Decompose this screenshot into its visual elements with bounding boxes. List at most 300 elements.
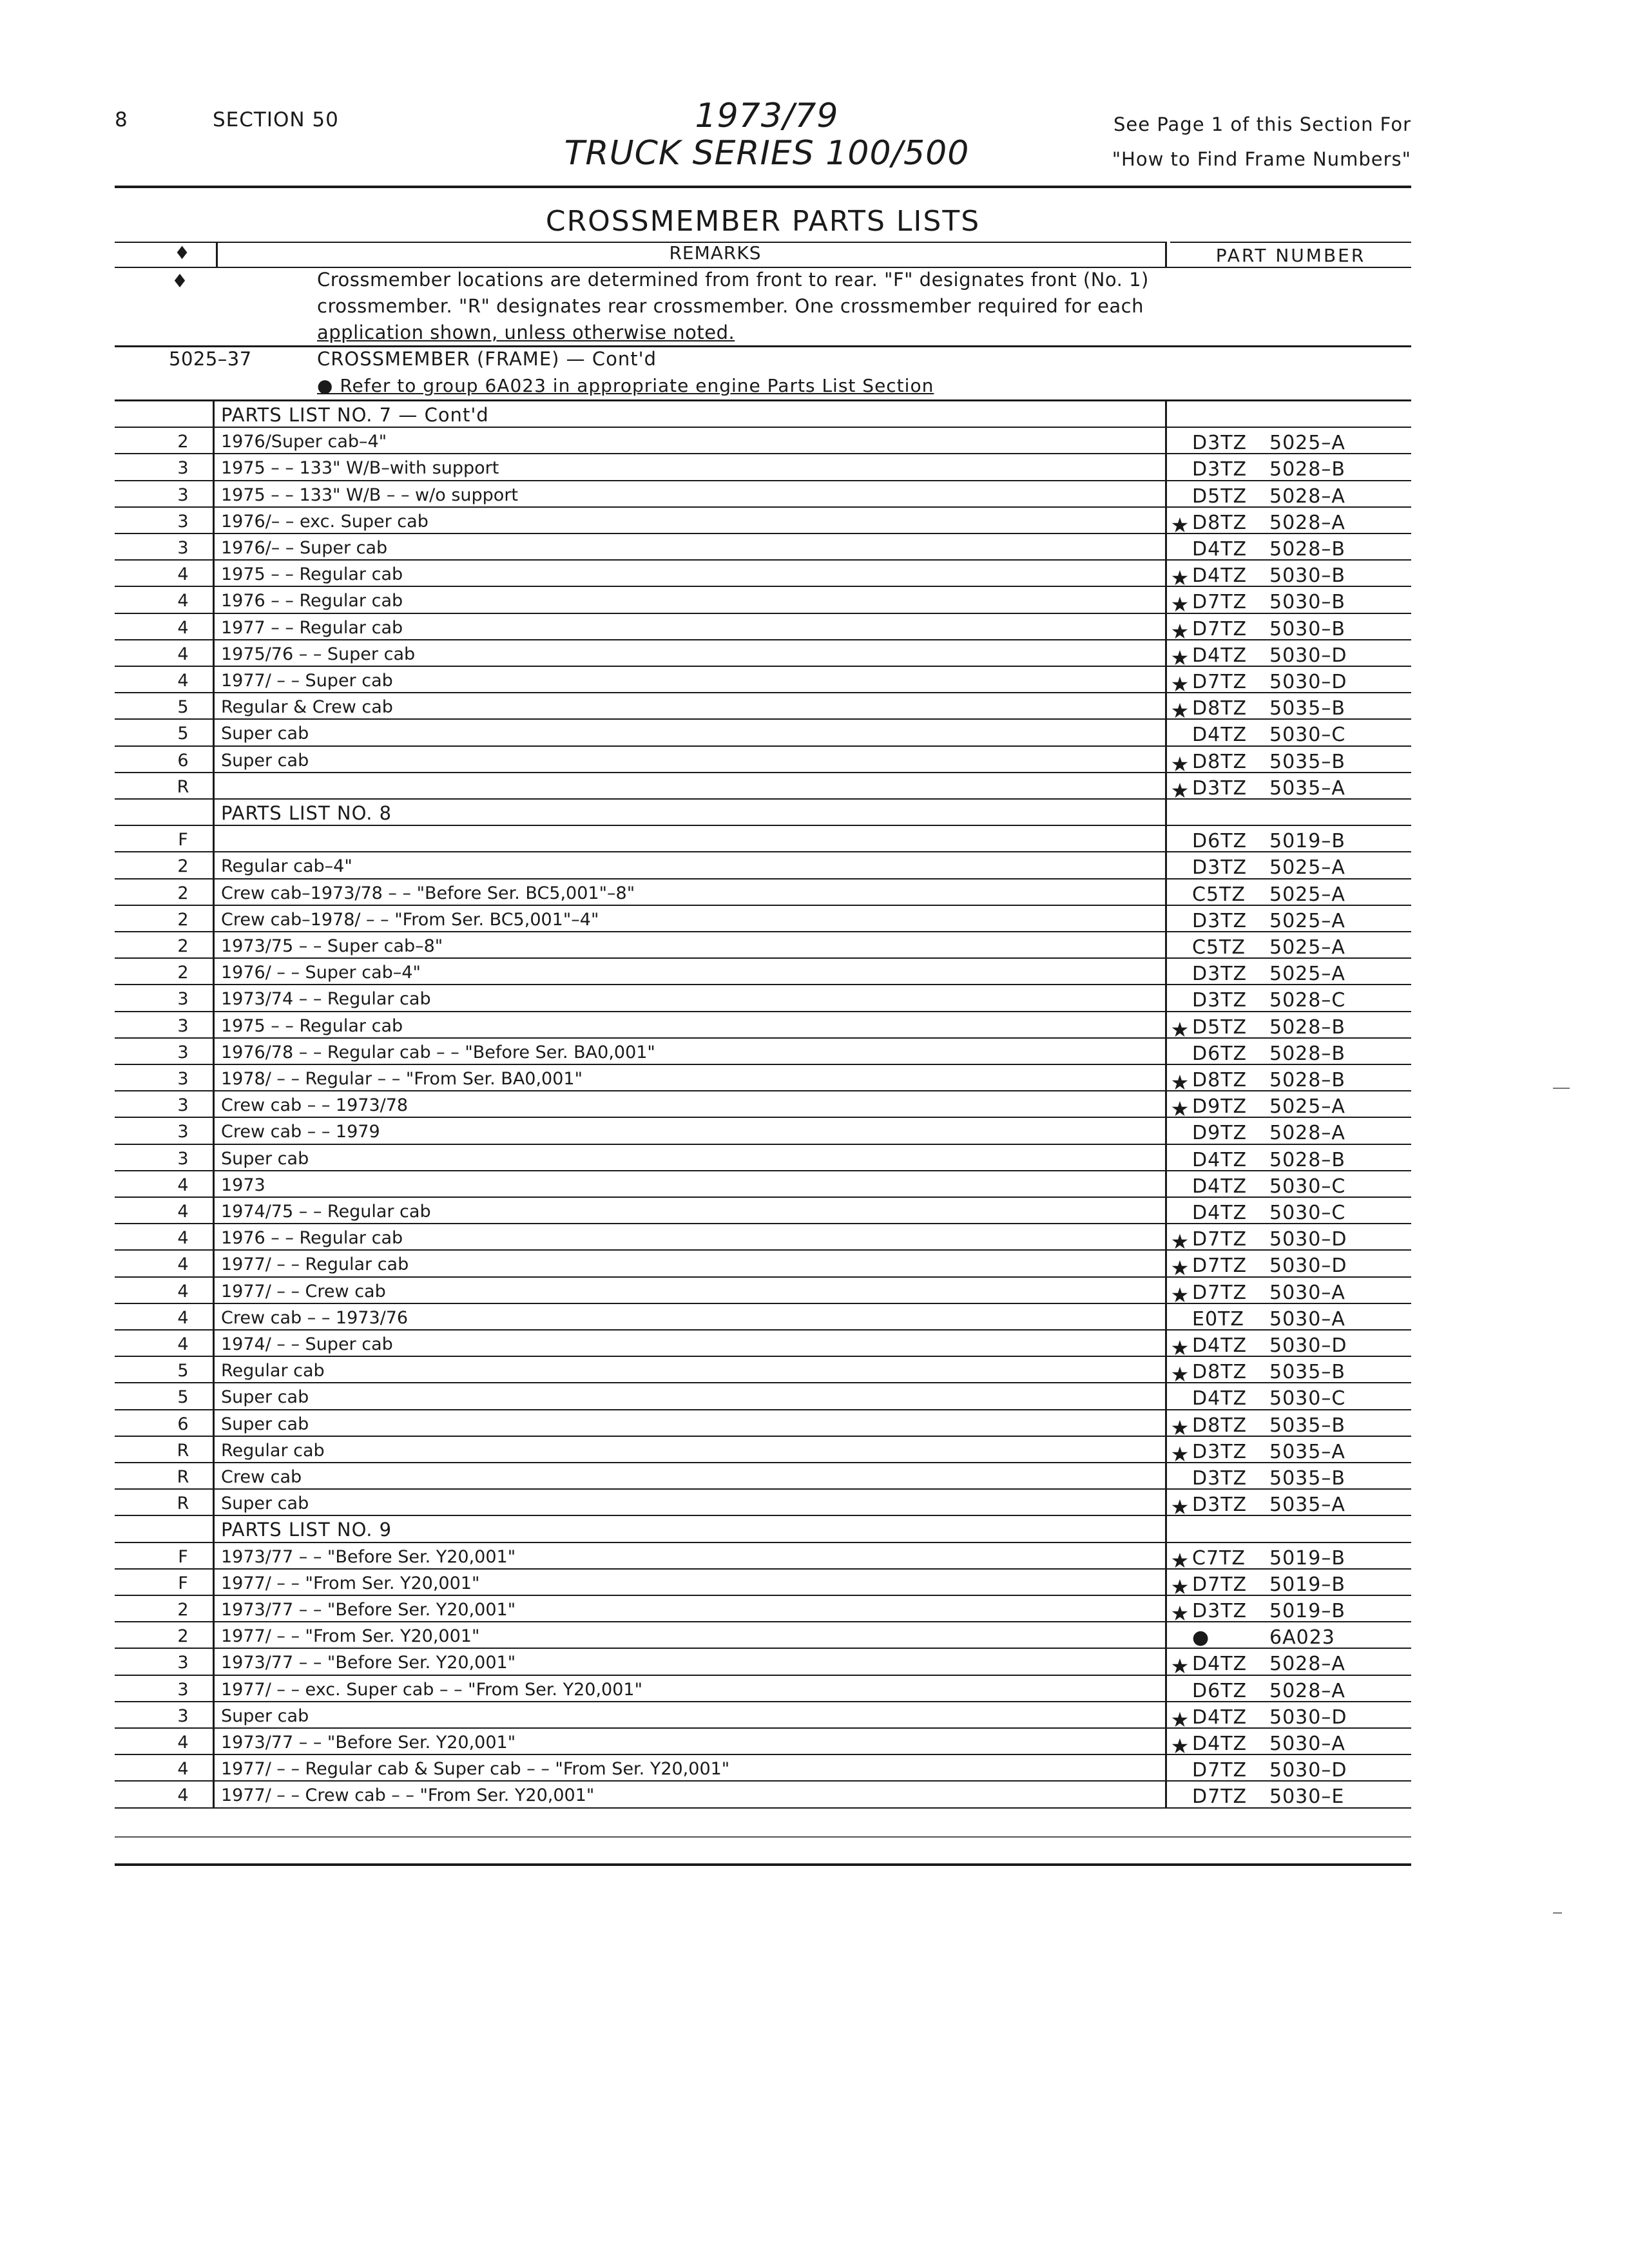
remarks-cell: Super cab [221,1387,309,1408]
part-number-cell: 5030–C [1269,1175,1346,1198]
location-cell: 2 [177,936,189,956]
bottom-rule-1 [115,1836,1411,1838]
new-part-star-icon: ★ [1170,566,1190,591]
location-cell: 3 [177,538,189,558]
part-number-cell: 5025–A [1269,1095,1345,1119]
table-row [115,1331,1411,1360]
remarks-cell: 1975 – – Regular cab [221,1015,403,1036]
remarks-cell: 1973/74 – – Regular cab [221,989,431,1010]
table-row [115,640,1411,670]
part-prefix-cell: D4TZ [1192,1334,1248,1357]
new-part-star-icon: ★ [1170,698,1190,724]
part-number-cell: 5035–B [1269,1467,1345,1490]
location-cell: 2 [177,963,189,983]
remarks-cell: Crew cab – – 1973/76 [221,1307,409,1328]
location-cell: R [177,776,189,797]
location-cell: 3 [177,1069,189,1089]
part-prefix-cell: D4TZ [1192,724,1248,747]
new-part-star-icon: ★ [1170,1362,1190,1387]
table-row [115,1702,1411,1732]
location-cell: 4 [177,1175,189,1195]
part-prefix-cell: D7TZ [1192,1785,1248,1809]
page-number: 8 [115,108,128,131]
location-cell: 5 [177,1387,189,1408]
location-cell: 5 [177,1361,189,1381]
remarks-cell: 1978/ – – Regular – – "From Ser. BA0,001" [221,1069,583,1089]
remarks-cell: Crew cab – – 1973/78 [221,1095,409,1116]
remarks-cell: 1977/ – – exc. Super cab – – "From Ser. Y20,001" [221,1679,642,1700]
header-rule [115,186,1411,188]
location-cell: 4 [177,1307,189,1328]
part-number-column-header: PART NUMBER [1215,245,1366,266]
table-row [115,614,1411,644]
table-row [115,1118,1411,1144]
part-number-cell: 5025–A [1269,856,1345,879]
remarks-cell: 1977/ – – "From Ser. Y20,001" [221,1573,480,1593]
table-row [115,1463,1411,1490]
header-note-line1: See Page 1 of this Section For [1113,113,1411,135]
part-prefix-cell: ● [1192,1626,1210,1649]
new-part-star-icon: ★ [1170,645,1190,670]
part-number-cell: 5025–A [1269,963,1345,986]
part-number-cell: 5030–D [1269,671,1347,693]
location-cell: 6 [177,750,189,771]
table-row [115,1224,1411,1254]
location-cell: 3 [177,1706,189,1726]
group-note: ● Refer to group 6A023 in appropriate engine Parts List Section [317,375,934,396]
table-row [115,852,1411,879]
location-cell: 4 [177,1228,189,1249]
part-number-cell: 6A023 [1269,1626,1335,1649]
table-row [115,1278,1411,1307]
part-prefix-cell: D6TZ [1192,1042,1248,1065]
part-number-cell: 5019–B [1269,1546,1345,1570]
table-row [115,906,1411,932]
remarks-cell: 1976 – – Regular cab [221,1228,403,1249]
marker-column-divider [216,242,218,267]
table-row [115,720,1411,746]
part-number-cell: 5019–B [1269,1600,1345,1622]
part-prefix-cell: D3TZ [1192,1440,1248,1463]
remarks-cell: 1976/78 – – Regular cab – – "Before Ser. BA0,001" [221,1042,655,1062]
table-row [115,1755,1411,1782]
table-row [115,985,1411,1012]
remarks-cell: Crew cab–1973/78 – – "Before Ser. BC5,001"–8" [221,883,635,903]
location-cell: R [177,1440,189,1461]
table-row [115,587,1411,617]
header-note [960,107,1411,177]
section-label: SECTION 50 [213,108,339,131]
table-row [115,1012,1411,1042]
part-number-cell: 5028–C [1269,989,1346,1012]
location-cell: 3 [177,1015,189,1036]
new-part-star-icon: ★ [1170,1707,1190,1732]
remarks-cell: Super cab [221,724,309,744]
table-row [115,1039,1411,1065]
remarks-cell: 1977 – – Regular cab [221,617,403,638]
table-row [115,1490,1411,1520]
part-number-cell: 5028–B [1269,1042,1345,1065]
margin-mark [1553,1088,1570,1089]
table-row [115,1622,1411,1649]
remarks-cell: 1973 [221,1175,265,1195]
location-cell: 4 [177,564,189,585]
new-part-star-icon: ★ [1170,1495,1190,1520]
part-number-cell: 5028–B [1269,1148,1345,1171]
remarks-cell: 1976/– – exc. Super cab [221,511,429,532]
marker-column-header: ♦ [174,242,191,264]
remarks-cell: Regular cab–4" [221,856,352,877]
table-row [115,1171,1411,1198]
table-row [115,773,1411,803]
parts-list-subheading [115,1516,1411,1542]
part-number-cell: 5035–B [1269,697,1345,720]
table-row [115,1410,1411,1440]
location-cell: 4 [177,671,189,691]
remarks-cell: 1976/ – – Super cab–4" [221,963,421,983]
intro-paragraph [317,267,1181,346]
part-number-cell: 5035–B [1269,750,1345,773]
location-cell: 6 [177,1414,189,1434]
part-prefix-cell: D8TZ [1192,1361,1248,1384]
part-prefix-cell: D4TZ [1192,1733,1248,1755]
location-cell: 3 [177,1122,189,1142]
table-row [115,1251,1411,1281]
part-prefix-cell: D3TZ [1192,1600,1248,1622]
part-prefix-cell: D4TZ [1192,644,1248,667]
part-number-cell: 5030–D [1269,1706,1347,1729]
part-number-cell: 5030–B [1269,591,1345,614]
part-number-cell: 5028–A [1269,1122,1345,1145]
section-heading: CROSSMEMBER PARTS LISTS [545,205,981,238]
part-number-cell: 5030–D [1269,1759,1347,1782]
remarks-cell: 1976/Super cab–4" [221,432,387,452]
intro-line-3: application shown, unless otherwise noted. [317,322,735,343]
remarks-column-header: REMARKS [669,242,762,264]
remarks-cell: 1977/ – – Regular cab [221,1254,409,1275]
table-row [115,693,1411,724]
part-number-cell: 5030–C [1269,1202,1346,1224]
part-number-cell: 5028–A [1269,511,1345,534]
table-row [115,1649,1411,1679]
location-cell: 2 [177,432,189,452]
part-prefix-cell: D7TZ [1192,671,1248,693]
part-prefix-cell: D3TZ [1192,989,1248,1012]
location-cell: 4 [177,591,189,611]
remarks-cell: 1973/75 – – Super cab–8" [221,936,443,956]
table-row [115,1729,1411,1758]
part-number-cell: 5035–B [1269,1414,1345,1437]
part-number-cell: 5030–D [1269,1228,1347,1251]
location-cell: F [178,830,188,850]
table-row [115,1145,1411,1171]
table-row [115,1543,1411,1573]
group-title: CROSSMEMBER (FRAME) — Cont'd [317,348,657,370]
margin-mark [1553,1912,1562,1914]
location-cell: R [177,1494,189,1514]
location-cell: 2 [177,883,189,903]
parts-list-subheading [115,800,1411,826]
group-code: 5025–37 [169,348,252,370]
table-row [115,534,1411,561]
bottom-rule-2 [115,1863,1411,1866]
new-part-star-icon: ★ [1170,1415,1190,1440]
new-part-star-icon: ★ [1170,672,1190,697]
table-row [115,1198,1411,1224]
part-number-cell: 5035–B [1269,1361,1345,1384]
new-part-star-icon: ★ [1170,1017,1190,1042]
table-row [115,747,1411,776]
table-row [115,959,1411,985]
remarks-cell: Super cab [221,1494,309,1514]
part-prefix-cell: D3TZ [1192,776,1248,800]
remarks-cell: Crew cab [221,1467,302,1487]
part-number-cell: 5028–B [1269,458,1345,481]
part-prefix-cell: D4TZ [1192,1148,1248,1171]
table-row [115,1091,1411,1122]
part-prefix-cell: D4TZ [1192,1202,1248,1224]
remarks-cell: Crew cab – – 1979 [221,1122,380,1142]
remarks-cell: 1975 – – 133" W/B – – w/o support [221,485,519,505]
part-prefix-cell: D3TZ [1192,1467,1248,1490]
part-number-cell: 5028–B [1269,1069,1345,1091]
part-prefix-cell: C5TZ [1192,883,1246,906]
part-prefix-cell: D3TZ [1192,909,1248,932]
location-cell: 2 [177,909,189,930]
part-prefix-cell: D3TZ [1192,963,1248,986]
remarks-cell: 1976/– – Super cab [221,538,388,558]
part-number-cell: 5030–D [1269,644,1347,667]
parts-list-title: PARTS LIST NO. 7 — Cont'd [221,404,489,426]
intro-line-2: crossmember. "R" designates rear crossmember. One crossmember required for each [317,295,1144,317]
part-prefix-cell: D4TZ [1192,564,1248,588]
header-note-line2: "How to Find Frame Numbers" [1112,148,1411,170]
location-cell: 3 [177,1653,189,1673]
remarks-cell: Regular & Crew cab [221,697,393,718]
intro-bottom-rule [115,345,1411,347]
part-number-cell: 5030–D [1269,1334,1347,1357]
part-number-cell: 5035–A [1269,1440,1345,1463]
part-prefix-cell: D4TZ [1192,1175,1248,1198]
new-part-star-icon: ★ [1170,1734,1190,1758]
table-row [115,561,1411,591]
location-cell: 3 [177,485,189,505]
location-cell: 2 [177,1626,189,1647]
part-prefix-cell: D4TZ [1192,1387,1248,1410]
part-number-cell: 5025–A [1269,936,1345,959]
new-part-star-icon: ★ [1170,1601,1190,1626]
part-number-cell: 5019–B [1269,830,1345,853]
remarks-cell: 1975 – – Regular cab [221,564,403,585]
part-number-cell: 5030–A [1269,1733,1345,1755]
new-part-star-icon: ★ [1170,512,1190,537]
part-number-cell: 5028–B [1269,538,1345,561]
location-cell: 4 [177,1759,189,1780]
part-prefix-cell: D7TZ [1192,1281,1248,1304]
location-cell: 3 [177,511,189,532]
part-number-cell: 5030–A [1269,1307,1345,1331]
new-part-star-icon: ★ [1170,1229,1190,1254]
part-prefix-cell: D8TZ [1192,750,1248,773]
remarks-cell: Super cab [221,1706,309,1726]
part-prefix-cell: D7TZ [1192,617,1248,640]
new-part-star-icon: ★ [1170,1441,1190,1466]
part-number-cell: 5030–B [1269,617,1345,640]
location-cell: 4 [177,1785,189,1806]
new-part-star-icon: ★ [1170,778,1190,803]
table-row [115,1065,1411,1095]
table-row [115,1304,1411,1331]
remarks-cell: 1977/ – – Crew cab – – "From Ser. Y20,001" [221,1785,595,1806]
parts-list-subheading [115,401,1411,428]
part-number-cell: 5035–A [1269,776,1345,800]
location-cell: F [178,1573,188,1593]
part-prefix-cell: D5TZ [1192,485,1248,508]
new-part-star-icon: ★ [1170,1574,1190,1599]
remarks-cell: 1977/ – – Crew cab [221,1281,386,1302]
location-cell: 4 [177,1281,189,1302]
remarks-cell: 1973/77 – – "Before Ser. Y20,001" [221,1653,516,1673]
location-cell: 4 [177,644,189,664]
part-prefix-cell: C7TZ [1192,1546,1246,1570]
remarks-cell: 1973/77 – – "Before Ser. Y20,001" [221,1600,516,1620]
remarks-cell: Crew cab–1978/ – – "From Ser. BC5,001"–4" [221,909,599,930]
remarks-cell: 1977/ – – "From Ser. Y20,001" [221,1626,480,1647]
part-prefix-cell: D4TZ [1192,538,1248,561]
remarks-cell: 1974/75 – – Regular cab [221,1202,431,1222]
table-row [115,826,1411,852]
new-part-star-icon: ★ [1170,751,1190,776]
part-number-cell: 5030–C [1269,724,1346,747]
remarks-cell: Super cab [221,1148,309,1169]
table-row [115,1570,1411,1599]
part-prefix-cell: D3TZ [1192,458,1248,481]
part-prefix-cell: D8TZ [1192,697,1248,720]
location-cell: 3 [177,1679,189,1700]
part-number-cell: 5025–A [1269,909,1345,932]
intro-marker: ♦ [171,270,189,292]
remarks-cell: 1977/ – – Super cab [221,671,393,691]
remarks-cell: Regular cab [221,1361,325,1381]
remarks-cell: Super cab [221,1414,309,1434]
remarks-cell: 1973/77 – – "Before Ser. Y20,001" [221,1546,516,1567]
part-number-cell: 5028–B [1269,1015,1345,1039]
remarks-cell: 1975 – – 133" W/B–with support [221,458,499,479]
location-cell: 5 [177,724,189,744]
part-number-cell: 5028–A [1269,1679,1345,1702]
new-part-star-icon: ★ [1170,1654,1190,1679]
remarks-cell: 1975/76 – – Super cab [221,644,416,664]
part-number-cell: 5030–E [1269,1785,1345,1809]
part-prefix-cell: D8TZ [1192,1069,1248,1091]
part-prefix-cell: D7TZ [1192,1228,1248,1251]
part-number-cell: 5035–A [1269,1494,1345,1517]
new-part-star-icon: ★ [1170,1282,1190,1307]
new-part-star-icon: ★ [1170,1548,1190,1573]
part-prefix-cell: D4TZ [1192,1653,1248,1676]
remarks-cell: 1976 – – Regular cab [221,591,403,611]
table-row [115,1782,1411,1808]
part-prefix-cell: D3TZ [1192,856,1248,879]
part-prefix-cell: D7TZ [1192,1573,1248,1596]
part-number-cell: 5028–A [1269,1653,1345,1676]
part-number-cell: 5028–A [1269,485,1345,508]
location-cell: 3 [177,1148,189,1169]
part-prefix-cell: C5TZ [1192,936,1246,959]
new-part-star-icon: ★ [1170,1256,1190,1281]
part-prefix-cell: D5TZ [1192,1015,1248,1039]
table-row [115,1596,1411,1626]
part-prefix-cell: D3TZ [1192,432,1248,455]
table-row [115,932,1411,959]
table-row [115,508,1411,537]
new-part-star-icon: ★ [1170,592,1190,617]
table-row [115,428,1411,454]
table-row [115,1676,1411,1702]
part-prefix-cell: D6TZ [1192,830,1248,853]
location-cell: 5 [177,697,189,718]
part-prefix-cell: D7TZ [1192,1254,1248,1278]
location-cell: 4 [177,1733,189,1753]
location-cell: 4 [177,1334,189,1354]
parts-list-title: PARTS LIST NO. 9 [221,1519,392,1541]
remarks-cell: 1973/77 – – "Before Ser. Y20,001" [221,1733,516,1753]
location-cell: 4 [177,617,189,638]
part-column-header-top-rule [1170,242,1411,243]
location-cell: 4 [177,1254,189,1275]
table-row [115,481,1411,508]
location-cell: R [177,1467,189,1487]
table-row [115,667,1411,697]
table-row [115,879,1411,906]
part-prefix-cell: D9TZ [1192,1122,1248,1145]
part-column-divider-header [1165,242,1167,267]
part-number-cell: 5025–A [1269,432,1345,455]
part-prefix-cell: E0TZ [1192,1307,1244,1331]
remarks-cell: Super cab [221,750,309,771]
location-cell: 3 [177,458,189,479]
location-cell: 3 [177,989,189,1010]
new-part-star-icon: ★ [1170,1097,1190,1122]
part-prefix-cell: D4TZ [1192,1706,1248,1729]
part-number-cell: 5030–C [1269,1387,1346,1410]
part-number-cell: 5025–A [1269,883,1345,906]
new-part-star-icon: ★ [1170,619,1190,644]
new-part-star-icon: ★ [1170,1336,1190,1360]
table-row [115,454,1411,481]
location-cell: F [178,1546,188,1567]
location-cell: 2 [177,856,189,877]
table-row [115,1437,1411,1466]
table-row [115,1357,1411,1387]
part-prefix-cell: D7TZ [1192,1759,1248,1782]
part-prefix-cell: D9TZ [1192,1095,1248,1119]
part-prefix-cell: D8TZ [1192,1414,1248,1437]
parts-list-title: PARTS LIST NO. 8 [221,802,392,824]
remarks-cell: 1974/ – – Super cab [221,1334,393,1354]
location-cell: 3 [177,1095,189,1116]
part-number-cell: 5030–D [1269,1254,1347,1278]
location-cell: 2 [177,1600,189,1620]
intro-line-1: Crossmember locations are determined from front to rear. "F" designates front (No. 1) [317,269,1149,291]
part-number-cell: 5019–B [1269,1573,1345,1596]
part-prefix-cell: D6TZ [1192,1679,1248,1702]
remarks-cell: 1977/ – – Regular cab & Super cab – – "From Ser. Y20,001" [221,1759,730,1780]
table-row [115,1383,1411,1410]
location-cell: 4 [177,1202,189,1222]
page-title-years: 1973/79 [695,97,839,135]
new-part-star-icon: ★ [1170,1070,1190,1095]
